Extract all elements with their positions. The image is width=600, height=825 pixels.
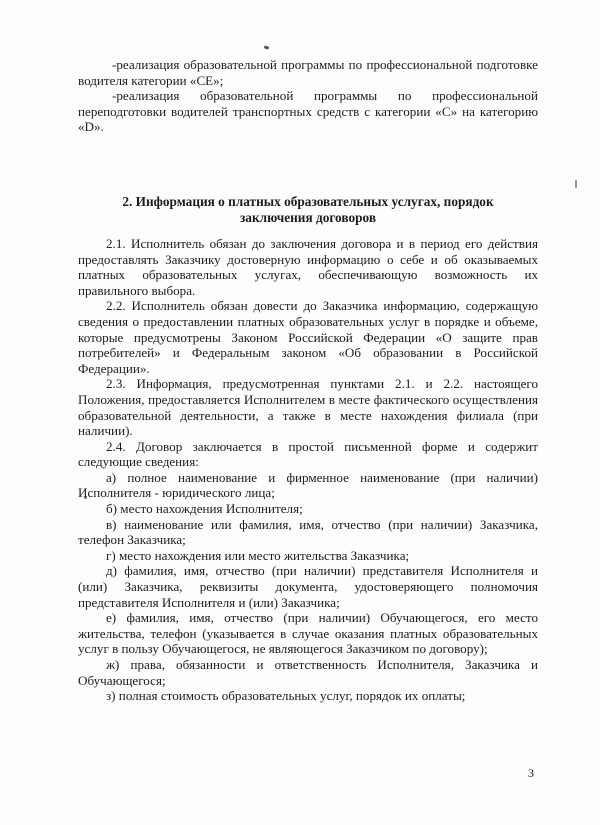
list-item-v: в) наименование или фамилия, имя, отчество (при наличии) Заказчика, телефон Заказчика; xyxy=(78,516,538,548)
scan-speck xyxy=(575,180,577,188)
paragraph-2-3: 2.3. Информация, предусмотренная пунктами 2.1. и 2.2. настоящего Положения, предоставляется Исполнителем в месте фактического осуществления образовательной деятельности, а также в месте нахождения филиала (при наличии). xyxy=(78,376,538,439)
paragraph-2-1: 2.1. Исполнитель обязан до заключения договора и в период его действия предоставлять Заказчику достоверную информацию о себе и об оказываемых платных образовательных услугах, обеспечивающую возможность их правильного выбора. xyxy=(78,235,538,298)
list-item-a: а) полное наименование и фирменное наименование (при наличии) Исполнителя - юридического лица; xyxy=(78,469,538,501)
paragraph-2-4: 2.4. Договор заключается в простой письменной форме и содержит следующие сведения: xyxy=(78,438,538,470)
section-heading: 2. Информация о платных образовательных услугах, порядок заключения договоров xyxy=(122,193,494,225)
list-item-z: з) полная стоимость образовательных услуг, порядок их оплаты; xyxy=(106,688,466,704)
list-item-e: е) фамилия, имя, отчество (при наличии) Обучающегося, его место жительства, телефон (указывается в случае оказания платных образовательных услуг в пользу Обучающегося, не являющегося Заказчиком по договору); xyxy=(78,610,538,657)
paragraph-2-2: 2.2. Исполнитель обязан довести до Заказчика информацию, содержащую сведения о предоставлении платных образовательных услуг в порядке и объеме, которые предусмотрены Законом Российской Федерации «О защите прав потребителей» и Федеральным законом «Об образовании в Российской Федерации». xyxy=(78,298,538,376)
list-item-b: б) место нахождения Исполнителя; xyxy=(106,501,303,517)
list-item-zh: ж) права, обязанности и ответственность Исполнителя, Заказчика и Обучающегося; xyxy=(78,657,538,688)
intro-item-2: -реализация образовательной программы по профессиональной переподготовки водителей транспортных средств с категории «C» на категорию «D». xyxy=(78,88,538,135)
document-body xyxy=(78,57,538,704)
scan-speck xyxy=(264,45,270,50)
page-number: 3 xyxy=(528,766,534,780)
intro-item-1: -реализация образовательной программы по профессиональной подготовке водителя категории «CE»; xyxy=(78,57,538,88)
list-item-g: г) место нахождения или место жительства Заказчика; xyxy=(106,547,410,563)
list-item-d: д) фамилия, имя, отчество (при наличии) представителя Исполнителя и (или) Заказчика, реквизиты документа, удостоверяющего полномочия представителя Исполнителя и (или) Заказчика; xyxy=(78,563,538,610)
